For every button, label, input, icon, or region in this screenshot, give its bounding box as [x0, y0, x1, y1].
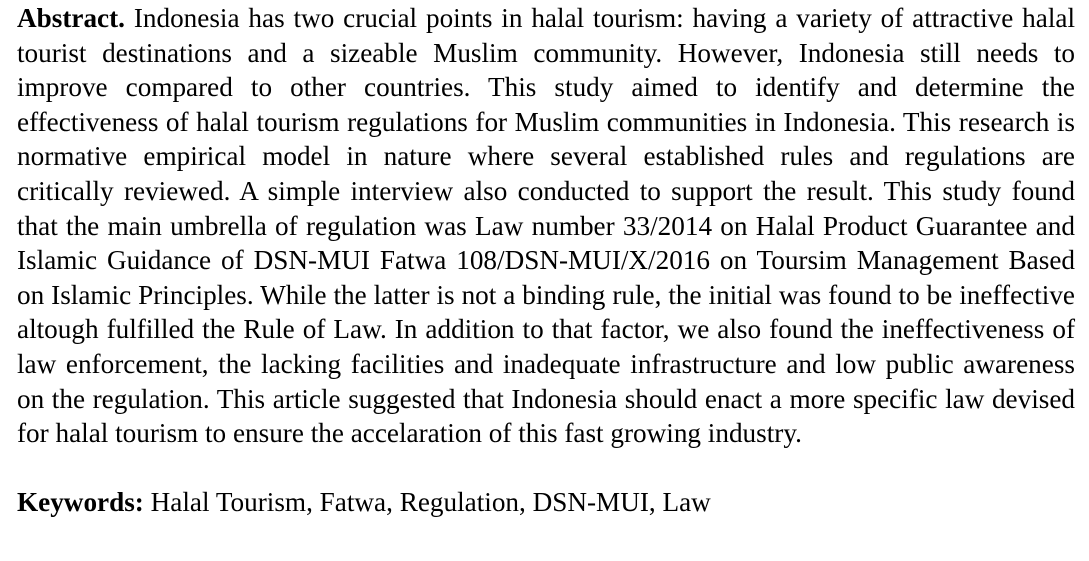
abstract-text: Indonesia has two crucial points in halal tourism: having a variety of attractive halal tourist destinations and a sizeable Muslim community. However, Indonesia still needs to improve compared to other countries. This study aimed to identify and determine the effectiveness of halal tourism regulations for Muslim communities in Indonesia. This research is normative empirical model in nature where several established rules and regulations are critically reviewed. A simple interview also conducted to support the result. This study found that the main umbrella of regulation was Law number 33/2014 on Halal Product Guarantee and Islamic Guidance of DSN-MUI Fatwa 108/DSN-MUI/X/2016 on Toursim Management Based on Islamic Principles. While the latter is not a binding rule, the initial was found to be ineffective altough fulfilled the Rule of Law. In addition to that factor, we also found the ineffectiveness of law enforcement, the lacking facilities and inadequate infrastructure and low public awareness on the regulation. This article suggested that Indonesia should enact a more specific law devised for halal tourism to ensure the accelaration of this fast growing industry.: [17, 3, 1076, 449]
keywords-label: Keywords:: [17, 486, 144, 517]
abstract-label: Abstract.: [17, 3, 125, 33]
keywords-text: Halal Tourism, Fatwa, Regulation, DSN-MUI, Law: [150, 486, 711, 517]
keywords-paragraph: [17, 485, 1075, 520]
paper-excerpt: [17, 0, 1075, 519]
abstract-paragraph: [17, 0, 1075, 451]
